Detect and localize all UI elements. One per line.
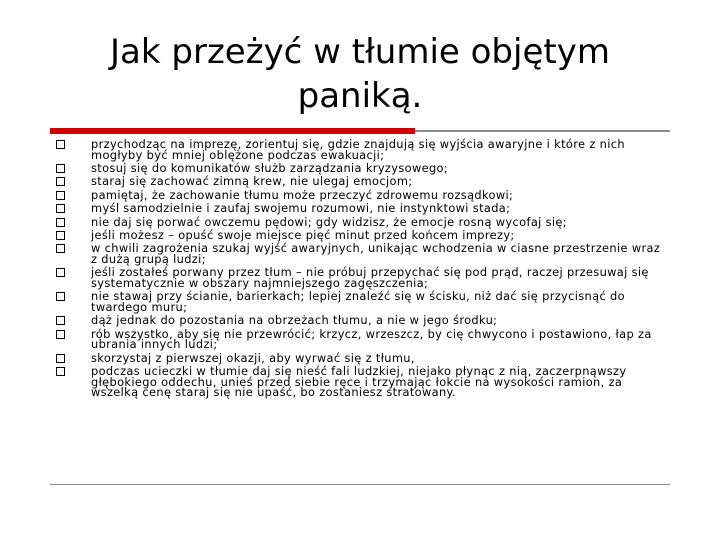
square-bullet-icon (56, 354, 65, 363)
square-bullet-icon (56, 191, 65, 200)
list-item (52, 365, 670, 400)
square-bullet-icon (56, 177, 65, 186)
list-item-text: rób wszystko, aby się nie przewrócić; krzycz, wrzeszcz, by cię chwycono i postawiono, łap za ubrania innych ludzi; (91, 326, 652, 352)
list-item-text: nie daj się porwać owczemu pędowi; gdy widzisz, że emocje rosną wycofaj się; (91, 214, 567, 229)
list-item-text: skorzystaj z pierwszej okazji, aby wyrwać się z tłumu, (91, 350, 415, 365)
list-item (52, 266, 670, 290)
square-bullet-icon (56, 244, 65, 253)
list-item (52, 290, 670, 314)
list-item-text: przychodząc na imprezę, zorientuj się, gdzie znajdują się wyjścia awaryjne i które z nich mogłyby być mniej oblężone podczas ewakuacji; (91, 137, 625, 162)
list-item-text: myśl samodzielnie i zaufaj swojemu rozumowi, nie instynktowi stada; (91, 201, 511, 216)
square-bullet-icon (56, 330, 65, 339)
list-item (52, 162, 670, 175)
list-item (52, 314, 670, 327)
title-divider-rule (415, 130, 670, 132)
square-bullet-icon (56, 292, 65, 301)
list-item (52, 216, 670, 229)
square-bullet-icon (56, 204, 65, 213)
list-item (52, 242, 670, 266)
square-bullet-icon (56, 316, 65, 325)
list-item (52, 352, 670, 365)
square-bullet-icon (56, 268, 65, 277)
list-item-text: stosuj się do komunikatów służb zarządzania kryzysowego; (91, 160, 449, 175)
list-item-text: w chwili zagrożenia szukaj wyjść awaryjnych, unikając wchodzenia w ciasne przestrzenie wraz z dużą grupą ludzi; (91, 241, 661, 266)
list-item (52, 189, 670, 202)
list-item-text: dąż jednak do pozostania na obrzeżach tłumu, a nie w jego środku; (91, 313, 498, 328)
list-item-text: staraj się zachować zimną krew, nie ulegaj emocjom; (91, 174, 413, 189)
square-bullet-icon (56, 367, 65, 376)
list-item (52, 328, 670, 352)
list-item-text: jeśli możesz – opuść swoje miejsce pięć minut przed końcem imprezy; (91, 227, 515, 242)
list-item-text: pamiętaj, że zachowanie tłumu może przeczyć zdrowemu rozsądkowi; (91, 187, 514, 202)
slide-title: Jak przeżyć w tłumie objętym paniką. (110, 32, 610, 116)
list-item (52, 229, 670, 242)
footer-divider-rule (50, 484, 670, 485)
square-bullet-icon (56, 164, 65, 173)
list-item-text: podczas ucieczki w tłumie daj się nieść fali ludzkiej, niejako płynąc z nią, zaczerpnąwszy głębokiego oddechu, unieś przed siebie ręce i trzymając łokcie na wysokości ramion, za wszelką cenę staraj się nie upaść, bo zostaniesz stratowany. (91, 364, 627, 400)
square-bullet-icon (56, 140, 65, 149)
list-item-text: nie stawaj przy ścianie, barierkach; lepiej znaleźć się w ścisku, niż dać się przycisnąć do twardego muru; (91, 289, 625, 314)
list-item-text: jeśli zostałeś porwany przez tłum – nie próbuj przepychać się pod prąd, raczej przesuwaj się systematycznie w obszary najmniejszego zagęszczenia; (91, 265, 649, 290)
bullet-list (52, 138, 670, 400)
title-accent-rule (50, 128, 415, 134)
list-item (52, 175, 670, 188)
square-bullet-icon (56, 231, 65, 240)
list-item (52, 138, 670, 162)
list-item (52, 202, 670, 215)
square-bullet-icon (56, 218, 65, 227)
